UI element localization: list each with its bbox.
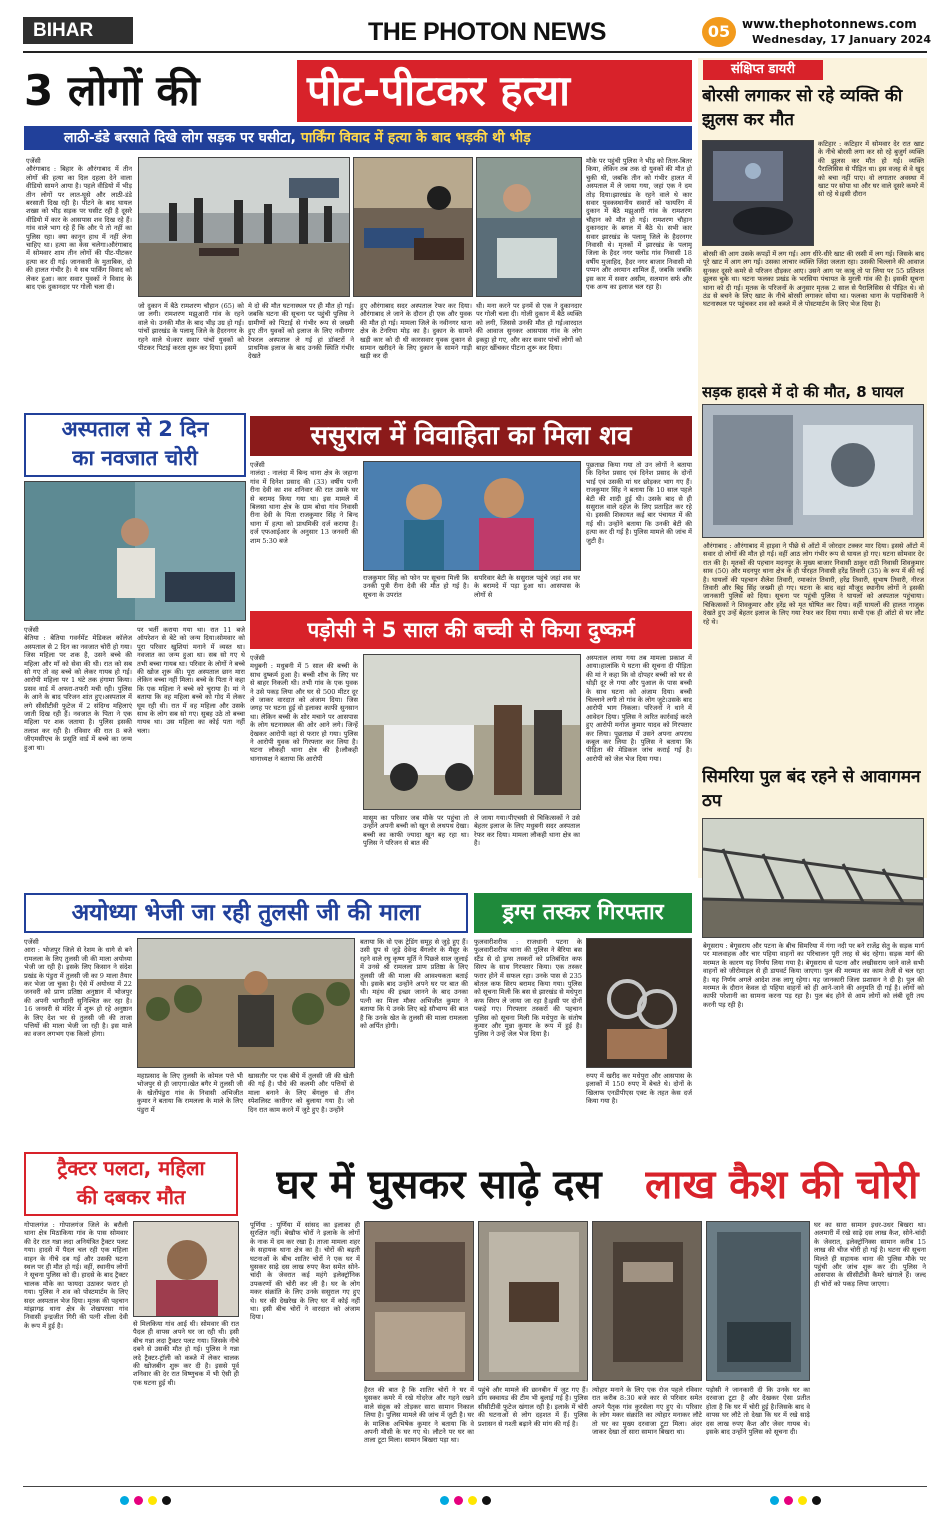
diary-story-1-side: कटिहार : कटिहार में सोमवार देर रात खाट के नीचे बोरसी लगा कर सो रहे बुजुर्ग व्यक्ति की झुलस कर मौत हो गई। व्यक्ति पैरालिसिस से पीड़ित था। इस वजह से वे खुद को बचा नहीं पाए। वो लगातार अवस्था में खाट पर सोया था और घर वाले दूसरे कमरे में सो रहे थे।इसी दौरान: [818, 140, 924, 199]
reg-mark-magenta-3: [784, 1496, 793, 1505]
padosi-caption-1: मासूम का परिवार जब मौके पर पहुंचा तो उन्होंने अपनी बच्ची को खून से लथपथ देखा। बच्ची का काफी ज्यादा खून बह रहा था। पुलिस ने परिजन से बात की: [363, 814, 469, 848]
reg-mark-yellow-3: [798, 1496, 807, 1505]
tractor-photo-victim: [133, 1221, 239, 1317]
hospital-headline: [24, 413, 246, 477]
reg-mark-cyan: [120, 1496, 129, 1505]
lead-photo-mob-road: [138, 157, 350, 297]
reg-mark-yellow: [148, 1496, 157, 1505]
diary-headline-1: बोरसी लगाकर सो रहे व्यक्ति की झुलस कर मौत: [702, 86, 903, 130]
padosi-col-1: एजेंसी मधुबनी : मधुबनी में 5 साल की बच्ची के साथ दुष्कर्म हुआ है। बच्ची शौच के लिए घर से बाहर निकली थी। तभी गांव के एक युवक ने उसे पकड़ लिया और घर से 500 मीटर दूर ले जाकर वारदात को अंजाम दिया। जिस जगह पर घटना हुई वो इलाका काफी सुनसान था। लेकिन बच्ची के शोर मचाने पर आसपास के लोग घटनास्थल की ओर आने लगे। जिन्हें देखकर आरोपी वहां से फरार हो गया। पुलिस ने आरोपी युवक को गिरफ्तार कर लिया है। घटना लौकही थाना क्षेत्र की है।लौकही थानाध्यक्ष ने बताया कि आरोपी: [250, 654, 358, 763]
hospital-col-1: एजेंसी बेतिया : बेतिया गवर्नमेंट मेडिकल कॉलेज अस्पताल से 2 दिन का नवजात चोरी हो गया। जिस महिला पर शक है, उसने बच्चे की महिला और माँ को सेवा की थी। रात को सब सो गए तो वह बच्चे को लेकर गायब हो गई। आरोपी महिला पर 1 घंटे तक हंगामा किया। प्रसव वार्ड में अफरा-तफरी मची रही। पुलिस के आने के बाद परिजन शांत हुए।अस्पताल में लगे सीसीटीवी फुटेज में 2 संदिग्ध महिलाएं जाती दिख रही हैं। नवजात के पिता ने एक महिला पर शक जताया है। पुलिस इसकी तलाश कर रही है। रविवार की रात 8 बजे जीएमसीएच के प्रसूति वार्ड में बच्चे का जन्म हुआ था।: [24, 626, 132, 752]
issue-date: Wednesday, 17 January 2024: [752, 33, 931, 46]
lead-deck-white: लाठी-डंडे बरसाते दिखे लोग सड़क पर घसीटा,: [64, 130, 296, 146]
reg-mark-black: [162, 1496, 171, 1505]
reg-mark-cyan-2: [440, 1496, 449, 1505]
lead-photo-body-ground: [353, 157, 473, 297]
lead-headline-black: 3 लोगों की: [24, 66, 200, 115]
diary-photo-fire: [702, 140, 814, 246]
ayodhya-headline: अयोध्या भेजी जा रही तुलसी जी की माला: [24, 893, 468, 933]
theft-col-2: हैरत की बात है कि शातिर चोरों ने घर में घुसकर कमरे में रखे गोदरेज और गहने रखने वाले संदूक को तोड़कर सारा सामान निकाल लिया है। पुलिस मामले की जांच में जुटी है। घर के मालिक अभिषेक कुमार ने बताया कि वे अपनी मौसी के घर गए थे। लौटने पर घर का ताला टूटा मिला। सामान बिखरा पड़ा था।: [364, 1386, 474, 1445]
drugs-headline: ड्रग्स तस्कर गिरफ्तार: [474, 893, 692, 933]
reg-mark-cyan-3: [770, 1496, 779, 1505]
website-link[interactable]: www.thephotonnews.com: [742, 17, 917, 31]
footer-rule: [23, 1486, 927, 1487]
sasural-col-3: पूछताछ किया गया तो उन लोगों ने बताया कि दिनेश प्रसाद एवं दिनेश प्रसाद के दोनों भाई एवं उसकी मां घर छोड़कर भाग गए हैं।राजकुमार सिंह ने बताया कि 10 साल पहले बेटी की शादी हुई थी। उसके बाद से ही ससुराल वाले दहेज के लिए प्रताड़ित कर रहे थे। इसकी शिकायत कई बार पंचायत में की गई थी। उन्होंने बताया कि उनकी बेटी की हत्या कर दी गई है। पुलिस मामले की जांच में जुटी है।: [586, 461, 692, 545]
tractor-caption: से मिलकिया गांव आई थी। सोमवार की रात पैदल ही वापस अपने घर जा रही थी। इसी बीच गन्ना लदा ट्रैक्टर पलट गया। जिसके नीचे दबने से उसकी मौत हो गई। पुलिस ने गन्ना लदे ट्रैक्टर-ट्रॉली को कब्जे में लेकर चालक की खोजबीन शुरू कर दी है। इससे पूर्व शनिवार की देर रात विष्णुचक में भी ऐसी ही एक घटना हुई थी।: [133, 1320, 239, 1387]
lead-photo-hospital: [476, 157, 582, 297]
theft-col-6: घर का सारा सामान इधर-उधर बिखरा था। अलमारी में रखे साढ़े दस लाख कैश, सोने-चांदी के जेवरात, इलेक्ट्रॉनिक्स सामान करीब 15 लाख की चीज चोरी हो गई है। घटना की सूचना मिलते ही सहायक थाना की पुलिस मौके पर पहुंची और जांच शुरू कर दी। पुलिस ने आसपास के सीसीटीवी कैमरे खंगाले हैं। जल्द ही चोरों को पकड़ लिया जाएगा।: [814, 1221, 926, 1288]
ayodhya-caption-1: महाप्रसाद के लिए तुलसी के कोमल पत्ते भी भोजपुर से ही जाएगा।खेत बगैर मे तुलसी जी के खेतोंपंडुरा गांव के निवासी अभिजीत कुमार ने बताया कि रामलला के माले के लिए पंडुरा में: [137, 1072, 243, 1114]
sasural-col-1: एजेंसी नालंदा : नालंदा में बिन्द थाना क्षेत्र के जहाना गांव में दिनेश प्रसाद की (33) वर्षीय पत्नी रीना देवी का शव शनिवार की रात उसके घर से बरामद किया गया था। इस मामले में बिलसा थाना क्षेत्र के ग्राम बोधा गांव निवासी रीना देवी के पिता राजकुमार सिंह ने बिन्द थाना में हत्या को प्राथमिकी दर्ज कराया है। दर्ज एफआईआर के अनुसार 13 जनवरी की शाम 5:30 बजे: [250, 461, 358, 545]
reg-mark-magenta-2: [454, 1496, 463, 1505]
edition-badge: BIHAR: [23, 17, 133, 44]
sasural-caption-2: सपरिवार बेटी के ससुराल पहुंचे जहां शव घर के बरामदे में पड़ा हुआ था। आसपास के लोगों से: [474, 574, 580, 599]
hospital-headline-line-2: का नवजात चोरी: [72, 446, 198, 470]
tractor-headline-line-2: की दबकर मौत: [76, 1185, 186, 1209]
theft-col-5: पड़ोसी ने जानकारी दी कि उनके घर का दरवाजा टूटा है और देखकर ऐसा प्रतीत होता है कि घर में चोरी हुई है।जिसके बाद वे वापस घर लौटे तो देखा कि घर में रखे साढ़े दस लाख रुपए कैश और जेवर गायब थे। इसके बाद उन्होंने पुलिस को सूचना दी।: [706, 1386, 810, 1437]
padosi-headline: पड़ोसी ने 5 साल की बच्ची से किया दुष्कर्म: [250, 611, 692, 649]
tractor-headline-line-1: ट्रैक्टर पलटा, महिला: [57, 1156, 205, 1180]
tractor-col-1: गोपालगंज : गोपालगंज जिले के बरौली थाना क्षेत्र मिठाकिया गांव के पास सोमवार की देर रात गन्ना लदा अनियंत्रित ट्रैक्टर पलट गया। हादसे में पैदल चल रही एक महिला वाहन के नीचे दब गई और उसकी घटना स्थल पर ही मौत हो गई। वहीं, स्थानीय लोगों ने सूचना पुलिस को दी। हादसे के बाद ट्रैक्टर चालक मौके का फायदा उठाकर फरार हो गया। पुलिस ने शव को पोस्टमार्टम के लिए सदर अस्पताल भेज दिया। मृतक की पहचान मांझागढ़ थाना क्षेत्र के शेखपरसा गांव निवासी इन्द्रजीत गिरी की पत्नी शीला देवी के रूप में हुई है।: [24, 1221, 128, 1330]
diary-story-1-body: बोरसी की आग उसके कपड़ों में लग गई। आग धीरे-धीरे खाट की रस्सी में लग गई। जिसके बाद पूरे खाट में आग लग गई। उसका लाचार व्यक्ति जिंदा जलता रहा। उसकी चिल्लाने की आवाज सुनकर दूसरे कमरे से परिजन दौड़कर आए। उसने आग पर काबू तो पा लिया पर 55 प्रतिशत झुलस चुके था। घटना फलका प्रखंड के भरसिया पंचायत के मुरली गांव की है। इसकी सूचना थाना को दी गई। मृतक के परिजनों के अनुसार मृतक 2 साल से पैरालिसिस से पीड़ित थे। वो ठंड से बचने के लिए खाट के नीचे बोरसी लगाकर सोया था। फलका थाना के पदाधिकारी ने घटनास्थल पर पहुंचकर शव को कब्जे में ले पोस्टमार्टम के लिए भेज दिया है।: [703, 250, 924, 309]
lead-deck-yellow: पार्किंग विवाद में हत्या के बाद भड़की थी भीड़: [300, 130, 531, 146]
hospital-photo: [24, 481, 246, 621]
lead-col-5: थी। मना करने पर इनमें से एक ने दुकानदार पर गोली चला दी। गोली दुकान में बैठे व्यक्ति को लगी, जिससे उनकी मौत हो गई।वारदात की आवाज सुनकर आसपास गांव के लोग इकट्ठा हो गए, और कार सवार पांचों लोगों को बाहर खींचकर पीटना शुरू कर दिया।: [476, 302, 582, 353]
diary-headline-3: सिमरिया पुल बंद रहने से आवागमन ठप: [702, 767, 921, 811]
diary-photo-bridge: [702, 818, 924, 938]
diary-headline-2: सड़क हादसे में दो की मौत, 8 घायल: [702, 383, 904, 401]
brand-logo: THE PHOTON NEWS: [368, 18, 606, 46]
lead-headline-red-box: पीट-पीटकर हत्या: [297, 60, 692, 122]
lead-deck: [24, 126, 692, 150]
padosi-caption-2: ले जाया गया।पीएचसी से चिकित्सकों ने उसे बेहतर इलाज के लिए मधुबनी सदर अस्पताल रेफर कर दिया। मामला लौकही थाना क्षेत्र का है।: [474, 814, 580, 848]
reg-mark-black-2: [482, 1496, 491, 1505]
ayodhya-photo: [137, 938, 355, 1068]
diary-tag: संक्षिप्त डायरी: [703, 60, 823, 80]
theft-headline-black: घर में घुसकर साढ़े दस: [276, 1162, 602, 1208]
ayodhya-caption-2: खासतौर पर एक बीघे में तुलसी जी की खेती की गई है। पौधे की कलमी और पत्तियों से माला बनाने के लिए बेंगलुरु से तीन स्पेशलिस्ट कारीगर को बुलाया गया है। जो दिन रात काम करने में जुटे हुए है। उन्होंने: [248, 1072, 354, 1114]
diary-story-3: बेगूसराय : बेगूसराय और पटना के बीच सिमरिया में गंगा नदी पर बने राजेंद्र सेतु के सड़क मार्ग पर मालवाहक और चार पहिया वाहनों का परिचालन पूरी तरह से बंद रहेगा। सड़क मार्ग की मरम्मत के कारण यह निर्णय लिया गया है। बेगूसराय से पटना और लखीसराय जाने वाले सभी वाहनों को जीरोमाइल से ही डायवर्ट किया जाएगा। पुल की मरम्मत का काम तेजी से चल रहा है। यह निर्णय अगले आदेश तक लागू रहेगा। यह जानकारी जिला प्रशासन ने दी है। पुल की मरम्मत के दौरान केवल दो पहिया वाहनों को ही आने-जाने की अनुमति दी गई है। लोगों को काफी परेशानी का सामना करना पड़ रहा है। पुल बंद होने से आम लोगों को लंबी दूरी तय करनी पड़ रही है।: [703, 942, 924, 1009]
theft-photo-2: [478, 1221, 588, 1381]
theft-col-3: पहुंचे और मामले की छानबीन में जुट गए हैं।डॉग स्क्वायड की टीम भी बुलाई गई है। पुलिस सीसीटीवी फुटेज खंगाल रही है। इलाके में चोरी की घटनाओं से लोग दहशत में हैं। पुलिस प्रशासन से गश्ती बढ़ाने की मांग की गई है।: [478, 1386, 588, 1428]
hospital-headline-line-1: अस्पताल से 2 दिन: [61, 417, 209, 441]
page-number: 05: [702, 17, 736, 47]
drugs-col-1: फुलवारीशरीफ : राजधानी पटना के फुलवारीशरीफ थाना की पुलिस ने बैरिया बस स्टैंड से दो ड्रग्स तस्करों को प्रतिबंधित कफ सिरप के साथ गिरफ्तार किया। एक तस्कर फरार होने में सफल रहा। उनके पास से 235 बोतल कफ सिरप बरामद किया गया। पुलिस को सूचना मिली कि बस से झारखंड से मधेपुरा कफ सिरप ले जाया जा रहा है।इसी पर दोनों पकड़े गए। गिरफ्तार तस्करों की पहचान पुलिस को सूचना मिली कि मधेपुरा के संतोष कुमार और मुन्ना कुमार के रूप में हुई है। पुलिस ने उन्हें जेल भेज दिया है।: [474, 938, 582, 1039]
theft-col-4: त्योहार मनाने के लिए एक रोज पहले रविवार रात करीब 8:30 बजे कार से परिवार समेत अपने पैतृक गांव कुरसेला गए हुए थे। परिवार के लोग मकर संक्रांति का त्योहार मनाकर लौटे तो घर का मुख्य दरवाजा टूटा मिला। अंदर जाकर देखा तो सारा सामान बिखरा था।: [592, 1386, 702, 1437]
theft-headline-red: लाख कैश की चोरी: [645, 1162, 919, 1208]
drugs-photo-handcuffs: [586, 938, 692, 1068]
padosi-photo: [363, 654, 581, 810]
masthead-rule: [23, 51, 927, 53]
lead-col-3: मे दो की मौत घटनास्थल पर ही मौत हो गई। जबकि घटना की सूचना पर पहुंची पुलिस ने ग्रामीणों को पिटाई से गंभीर रूप से जख्मी हुए तीन युवकों को इलाज के लिए नवीनगर रेफरल अस्पताल ले गई हां डॉक्टरों ने प्राथमिक इलाज के बाद उनकी स्थिति गंभीर देखते: [248, 302, 354, 361]
reg-mark-black-3: [812, 1496, 821, 1505]
theft-col-1: पूर्णिया : पूर्णिया में सांसद का इलाका ही सुरक्षित नहीं। बेखौफ चोरों ने इलाके के लोगों के नाक में दम कर रखा है। ताजा मामला शहर के सहायक थाना क्षेत्र का है। चोरों की बढ़ती घटनाओं के बीच शातिर चोरों ने एक घर में घुसकर साढ़े दस लाख रुपए कैश समेत सोने-चांदी के जेवरात कई महंगे इलेक्ट्रॉनिक उपकरणों की चोरी कर ली है। घर के लोग मकर संक्रांति के लिए उनके ससुराल गए हुए थे। घर की देखरेख के लिए घर में कोई नहीं था। इसी बीच चोरों ने वारदात को अंजाम दिया।: [250, 1221, 360, 1322]
ayodhya-col-3: बताया कि वो एक ट्रेडिंग समूह से जुड़े हुए हैं। उसी ग्रुप से जुड़े देवेन्द्र बैंगलोर के मैसूर के रहने वाले रघु कृष्ण मूर्ति ने पिछले साल जुलाई में उनसे श्री रामलला प्राण प्रतिष्ठा के लिए तुलसी जी की माला की आवश्यकता बताई थी। इसके बाद उन्होंने अपने घर पर बात की थी। महंथ की इच्छा जानने के बाद उनका पत्नी का मिला मौका अभिजीत कुमार ने बताया कि ये उनके लिए बड़े सौभाग्य की बात है कि उनके खेत के तुलसी की माला रामलला को अर्पित होगी।: [360, 938, 468, 1031]
lead-col-4: हुए औरंगाबाद सदर अस्पताल रेफर कर दिया। औरंगाबाद ले जाने के दौरान ही एक और युवक की मौत हो गई। मामला जिले के नवीनगर थाना क्षेत्र के टेनरिया मोड़ का है। दुकान के सामने खड़ी कार को दी थी कारसवार युवक दुकान से सामान खरीदने के लिए दुकान के सामने गाड़ी खड़ी कर दी: [360, 302, 472, 361]
reg-mark-yellow-2: [468, 1496, 477, 1505]
padosi-col-3: अस्पताल लाया गया तब मामला प्रकाश में आया।हालांकि ये घटना की सूचना दी पीड़िता की मां ने कहा कि वो दोपहर बच्ची को घर से थोड़ी दूर ले गया और पुआल के पास बच्ची के साथ घटना को अंजाम दिया। बच्ची चिल्लाने लगी तो गांव के लोग जुटे।उसके बाद आरोपी भाग निकला। परिजनों ने थाने में आवेदन दिया। पुलिस ने त्वरित कार्रवाई करते हुए आरोपी मनोज कुमार यादव को गिरफ्तार कर लिया। पूछताछ में उसने अपना अपराध कबूल कर लिया है। पुलिस ने बताया कि पीड़िता की मेडिकल जांच कराई गई है। आरोपी को जेल भेज दिया गया।: [586, 654, 692, 763]
sasural-headline: ससुराल में विवाहिता का मिला शव: [250, 416, 692, 456]
diary-photo-accident: [702, 404, 924, 538]
sasural-caption-1: राजकुमार सिंह को फोन पर सूचना मिली कि उनकी पुत्री रीना देवी की मौत हो गई है। सूचना के उपरांत: [363, 574, 469, 599]
drugs-caption: रुपए में खरीद कर मधेपुरा और आसपास के इलाकों में 150 रुपए में बेचते थे। दोनों के खिलाफ एनडीपीएस एक्ट के तहत केस दर्ज किया गया है।: [586, 1072, 692, 1106]
tractor-headline: [24, 1152, 238, 1216]
lead-col-6: मौके पर पहुंची पुलिस ने भीड़ को तितर-बितर किया, लेकिन तब तक दो युवकों की मौत हो चुकी थी, जबकि तीन को गंभीर हालत में अस्पताल में ले जाया गया, जहां एक ने दम तोड़ दिया।झारखंड के रहने वाले थे कार सवार युवकस्थानीय सवारों को फायरिंग में दुकान में बैठे मझुआरी गांव के रामशरण चौहान को मौत हो गई। रामशरण चौहान दुकानदार के बगल में बैठे थे। सभी कार सवार झारखंड के पलामू जिले के हैदरनगर निवासी थे। मृतकों में झारखंड के पलामू जिला के हैदर नगर फ्लोंड गांव निवासी 18 वर्षीय मुजाहिद, हैदर नगर बाजार निवासी मो पप्पन और अरमान शामिल हैं, जबकि जबकि इस कार में सवार असीम, सलमान सर्फ और एक अन्य का इलाज चल रहा है।: [586, 157, 692, 292]
reg-mark-magenta: [134, 1496, 143, 1505]
hospital-col-2: पर भर्ती कराया गया था। रात 11 बजे ऑपरेशन से बेटे को जन्म दिया।सोमवार को पूरा परिवार खुशियां मनाने में व्यस्त था। नवजात का जन्म हुआ था। सब सो गए थे तभी बच्चा गायब था। परिवार के लोगों ने बच्चे की खोज शुरू की। पूरा अस्पताल छान मारा लेकिन बच्चा नहीं मिला। बच्चे के पिता ने कहा कि एक महिला ने बच्चे को चुराया है। मां ने बताया कि वह महिला बच्चे को गोद में लेकर घूम रही थी। रात में वह महिला और उसके साथ के लोग सब सो गए। सुबह उठे तो बच्चा गायब था। उस महिला का कोई पता नहीं चला।: [137, 626, 245, 735]
theft-photo-4: [706, 1221, 810, 1381]
sasural-photo: [363, 461, 581, 571]
ayodhya-col-1: एजेंसी आरा : भोजपुर जिले से रेशम के धागे से बने रामलला के लिए तुलसी जी की माला अयोध्या भेजी जा रही है। इसके लिए किसान ने संदेश प्रखंड के पंडुरा में तुलसी जी का 9 माला तैयार कर भेजा जा चुका है। ऐसे में अयोध्या में 22 जनवरी को प्राण प्रतिष्ठा अनुष्ठान में भोजपुर की अपनी भागीदारी सुनिश्चित कर रहा है। 16 जनवरी से मंदिर में शुरू हो रहे अनुष्ठान के लिए देश भर से तुलसी जी की ताजा पत्तियों की माला भेजी जा रही है। इस माले का वजन लगभग एक किलो होगा।: [24, 938, 132, 1039]
theft-photo-3: [592, 1221, 702, 1381]
lead-col-2: जो दुकान में बैठे रामशरण चौहान (65) को जा लगी। रामशरण मझुआरी गांव के रहने वाले थे। उनकी मौत के बाद भीड़ उग्र हो गई। पांचों झारखंड के पलामू जिले के हैदरनगर के रहने वाले थे।कार सवार पांचों युवकों को पीटकर पिटाई करता शुरू कर दिया। इसमें: [138, 302, 244, 353]
lead-col-1: एजेंसी औरंगाबाद : बिहार के औरंगाबाद में तीन लोगों की हत्या का दिल दहला देने वाला वीडियो सामने आया है। पहले वीडियो में भीड़ तीन लोगों पर लात-घूसे और लाठी-डंडे बरसाती दिख रही है। पीटने के बाद घायल शख्स को भीड़ सड़क पर घसीट रही है दूसरे वीडियो में कार के आसपास शव दिख रहे हैं। गांव वाले भाग रहे हैं कि और पे तो नहीं का पुलिस रहा। क्या कानून हाथ में नहीं लेना चाहिए था। हत्या का केस चलेगा।औरंगाबाद में सोमवार शाम तीन लोगों की पीट-पीटकर हत्या कर दी गई। जानकारी के मुताबिक, दो की हालत गंभीर है। ये सब पार्किंग विवाद को लेकर हुआ। कार सवार युवकों ने विवाद के बाद एक दुकानदार पर गोली चला दी।: [26, 157, 132, 292]
diary-story-2: औरंगाबाद : औरंगाबाद में हाइवा ने पीछे से ऑटो में जोरदार टक्कर मार दिया। इससे ऑटो में सवार दो लोगों की मौत हो गई। वहीं आठ लोग गंभीर रूप से घायल हो गए। घटना सोमवार देर रात की है। मृतकों की पहचान मदनपुर के मुख्य बाजार निवासी ठाकुर राठी निवासी शिवकुमार साव (50) और मदनपुर थाना क्षेत्र के ही पोरहत निवासी हरेंद्र तिवारी (35) के रूप में की गई है। घायलों की पहचान शैलेश तिवारी, रमाकांत तिवारी, हरेंद्र तिवारी, सुभाष तिवारी, नीरज तिवारी और बिट्टू सिंह जख्मी हो गए। घटना के बाद वहां मौजूद स्थानीय लोगों ने इसकी जानकारी पुलिस को दिया। सूचना पर पहुंची पुलिस ने घायलों को अस्पताल पहुंचाया। चिकित्सकों ने शिवकुमार और हरेंद्र को मृत घोषित कर दिया। वहीं घायलों की हालत नाजुक देखते हुए उन्हें बेहतर इलाज के लिए गया रेफर कर दिया गया। सभी एक ही ऑटो से घर लौट रहे थे।: [703, 542, 924, 626]
theft-photo-1: [364, 1221, 474, 1381]
